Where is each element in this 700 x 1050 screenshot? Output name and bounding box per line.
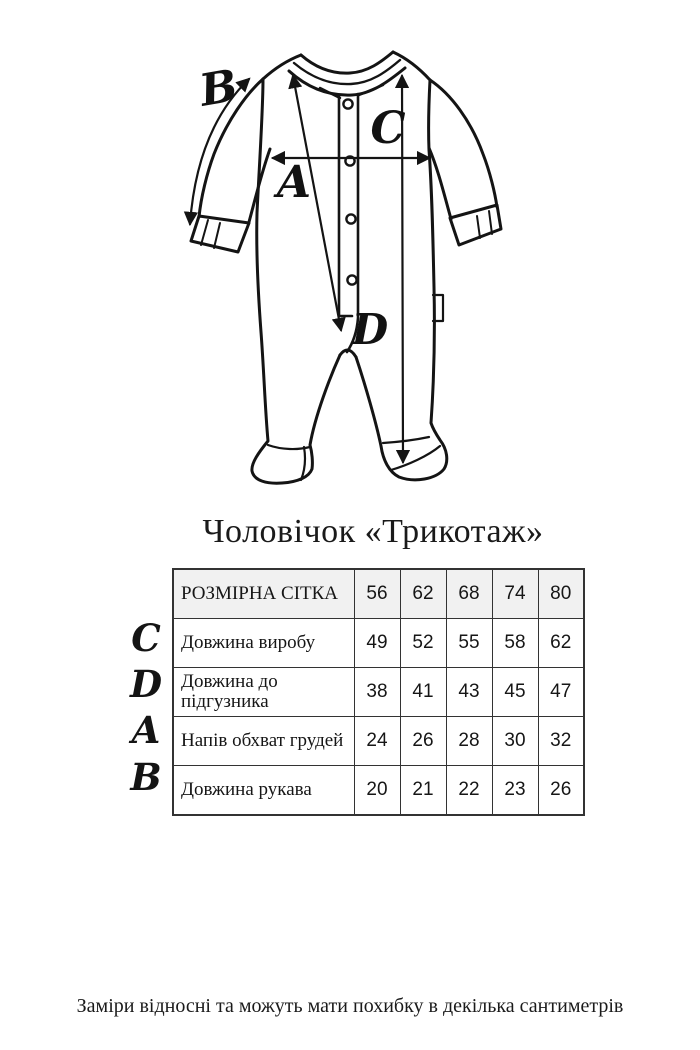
table-row-letter-c: C: [131, 616, 161, 660]
collar-outer: [301, 52, 393, 73]
size-table: [172, 568, 585, 816]
measure-label-b: B: [195, 60, 242, 117]
value-cell: 47: [538, 668, 584, 717]
size-grid-title-cell: РОЗМІРНА СІТКА: [173, 569, 354, 619]
value-cell: 30: [492, 717, 538, 766]
table-row-letter-d: D: [129, 662, 163, 706]
size-cell: 74: [492, 569, 538, 619]
table-row-product-length: [173, 619, 584, 668]
ankle-seams: [268, 437, 429, 449]
value-cell: 55: [446, 619, 492, 668]
value-cell: 41: [400, 668, 446, 717]
right-cuff: [450, 205, 501, 245]
size-cell: 56: [354, 569, 400, 619]
table-row-sleeve-length: [173, 766, 584, 816]
romper-diagram: [0, 0, 700, 515]
left-cuff: [191, 216, 249, 252]
value-cell: 32: [538, 717, 584, 766]
value-cell: 26: [400, 717, 446, 766]
value-cell: 49: [354, 619, 400, 668]
measure-label-c: C: [370, 103, 406, 154]
value-cell: 28: [446, 717, 492, 766]
size-cell: 68: [446, 569, 492, 619]
value-cell: 58: [492, 619, 538, 668]
body-left-and-leg: [252, 79, 340, 483]
right-sleeve: [430, 80, 497, 207]
size-cell: 62: [400, 569, 446, 619]
garment-outline: [191, 52, 501, 483]
snap-buttons: [343, 99, 356, 284]
foot-seams: [301, 446, 440, 480]
footnote: Заміри відносні та можуть мати похибку в декілька сантиметрів: [76, 995, 624, 1017]
value-cell: 21: [400, 766, 446, 816]
row-label: Довжина рукава: [173, 766, 354, 816]
table-row-letter-b: B: [130, 755, 162, 799]
page-title: Чоловічок «Трикотаж»: [202, 513, 544, 550]
row-label: Довжина до підгузника: [173, 668, 354, 717]
size-cell: 80: [538, 569, 584, 619]
size-table-header-row: [173, 569, 584, 619]
right-shoulder: [393, 52, 430, 80]
value-cell: 20: [354, 766, 400, 816]
row-label: Напів обхват грудей: [173, 717, 354, 766]
table-row-diaper-length: [173, 668, 584, 717]
value-cell: 38: [354, 668, 400, 717]
measure-label-a: A: [276, 157, 312, 208]
table-row-chest: [173, 717, 584, 766]
row-label: Довжина виробу: [173, 619, 354, 668]
value-cell: 52: [400, 619, 446, 668]
measurement-letters: [194, 60, 405, 354]
value-cell: 26: [538, 766, 584, 816]
value-cell: 24: [354, 717, 400, 766]
measure-label-d: D: [351, 305, 389, 354]
value-cell: 62: [538, 619, 584, 668]
table-row-letter-a: A: [131, 708, 161, 752]
value-cell: 45: [492, 668, 538, 717]
value-cell: 43: [446, 668, 492, 717]
value-cell: 23: [492, 766, 538, 816]
value-cell: 22: [446, 766, 492, 816]
